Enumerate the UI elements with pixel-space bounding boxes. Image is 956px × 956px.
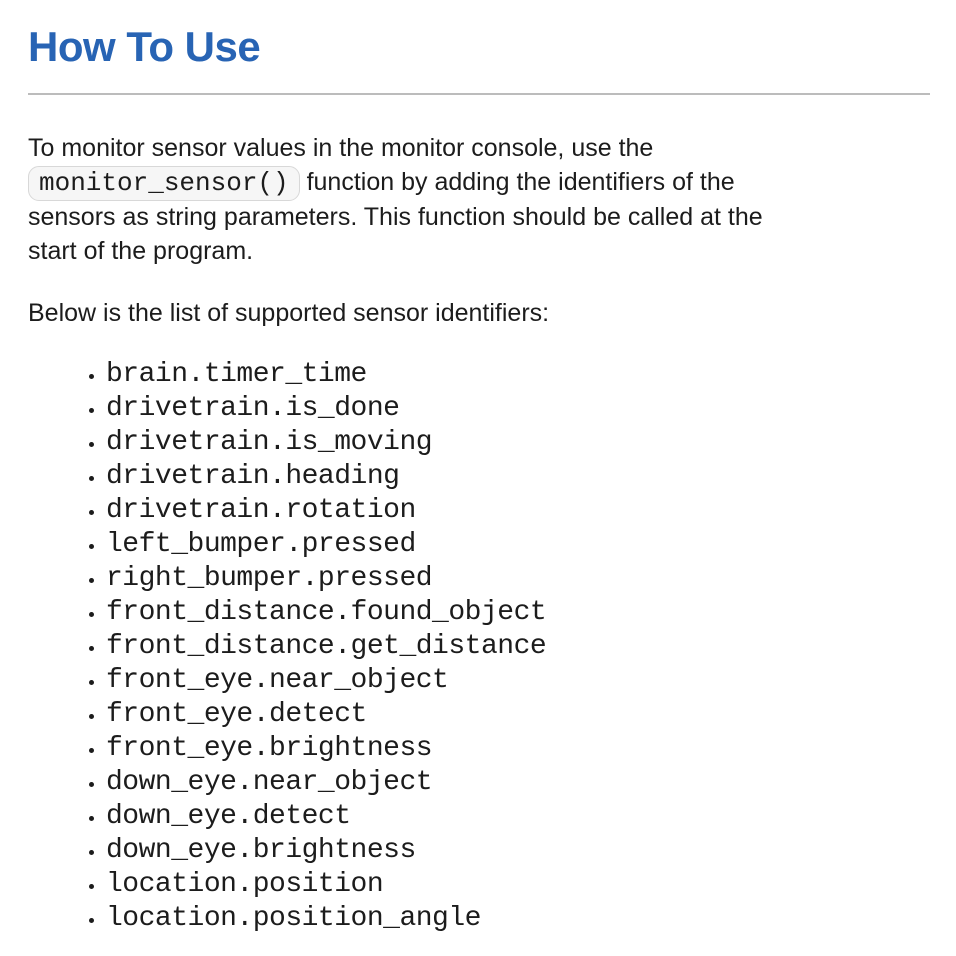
- sensor-identifier-item: • left_bumper.pressed: [106, 528, 930, 562]
- sensor-identifier-item: • drivetrain.is_done: [106, 392, 930, 426]
- sensor-identifier-item: • drivetrain.is_moving: [106, 426, 930, 460]
- sensor-identifier-item: • front_distance.get_distance: [106, 630, 930, 664]
- monitor-sensor-code-chip: monitor_sensor(): [28, 166, 300, 201]
- sensor-identifier-item: • right_bumper.pressed: [106, 562, 930, 596]
- intro-line-1: To monitor sensor values in the monitor console, use the: [28, 134, 654, 162]
- sensor-identifier-item: • front_eye.detect: [106, 698, 930, 732]
- title-divider: [28, 93, 930, 95]
- sensor-identifier-item: • front_distance.found_object: [106, 596, 930, 630]
- sensor-identifier-item: • down_eye.brightness: [106, 834, 930, 868]
- sensor-identifier-item: • down_eye.near_object: [106, 766, 930, 800]
- sensor-identifier-item: • brain.timer_time: [106, 358, 930, 392]
- sensor-identifier-item: • drivetrain.heading: [106, 460, 930, 494]
- intro-line-4: start of the program.: [28, 237, 254, 265]
- intro-paragraph: [28, 131, 930, 268]
- page-title: How To Use: [28, 23, 261, 70]
- sensor-identifier-item: • front_eye.brightness: [106, 732, 930, 766]
- sensor-identifier-item: • front_eye.near_object: [106, 664, 930, 698]
- sensor-identifier-item: • location.position: [106, 868, 930, 902]
- sensor-identifier-item: • drivetrain.rotation: [106, 494, 930, 528]
- sensor-identifier-item: • location.position_angle: [106, 902, 930, 936]
- intro-line-2: function by adding the identifiers of the: [299, 168, 735, 196]
- howto-doc-page: [28, 22, 930, 936]
- sensor-identifier-item: • down_eye.detect: [106, 800, 930, 834]
- sensor-identifier-list: [28, 358, 930, 936]
- sensor-list-intro: Below is the list of supported sensor identifiers:: [28, 299, 550, 327]
- intro-line-3: sensors as string parameters. This function should be called at the: [28, 203, 763, 231]
